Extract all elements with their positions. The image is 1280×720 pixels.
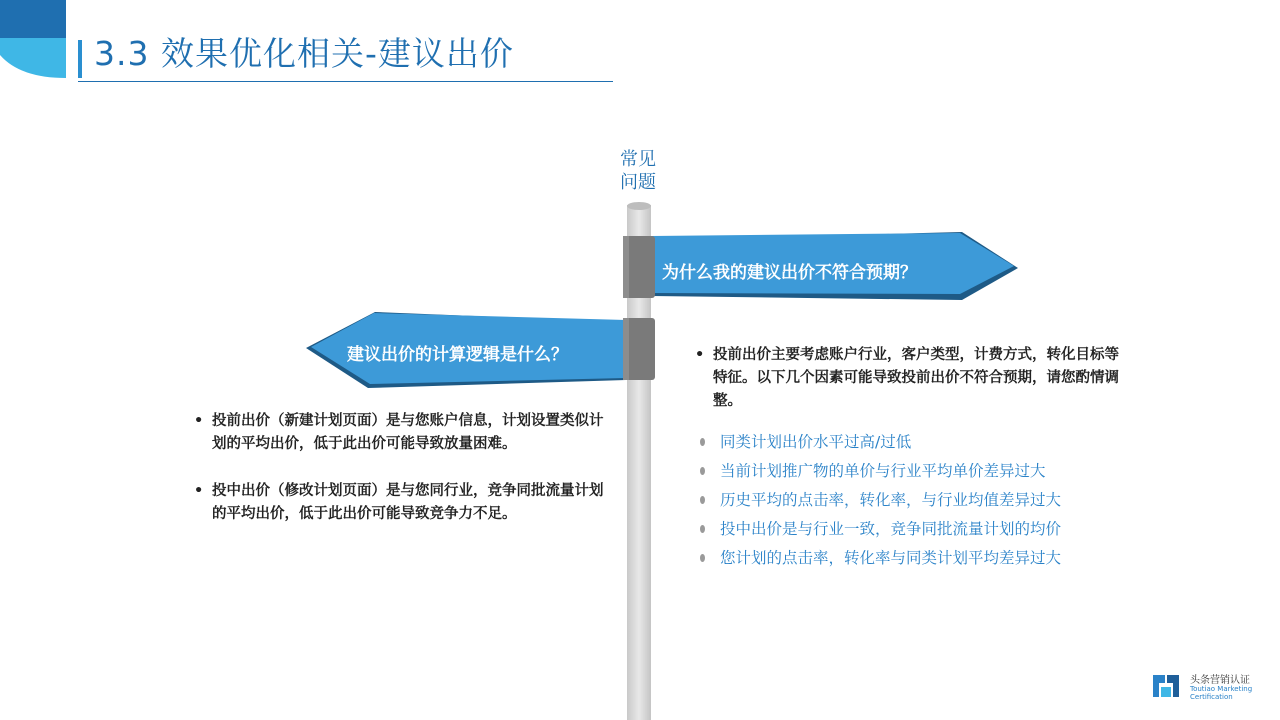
bullet-icon: • bbox=[194, 413, 204, 429]
bullet-text: 投前出价（新建计划页面）是与您账户信息，计划设置类似计划的平均出价，低于此出价可能导致放量困难。 bbox=[212, 413, 604, 452]
bullet-icon bbox=[700, 554, 705, 562]
logo-name-cn: 头条营销认证 bbox=[1190, 675, 1250, 686]
logo-icon bbox=[1151, 671, 1181, 701]
bullet-text: 投中出价（修改计划页面）是与您同行业，竞争同批流量计划的平均出价，低于此出价可能导致竞争力不足。 bbox=[212, 483, 604, 522]
factor-text: 您计划的点击率，转化率与同类计划平均差异过大 bbox=[720, 549, 1062, 567]
factor-list bbox=[700, 431, 1120, 576]
post-label-line2: 问题 bbox=[620, 172, 656, 193]
list-item bbox=[700, 489, 1120, 518]
intro-text: 投前出价主要考虑账户行业，客户类型，计费方式，转化目标等特征。以下几个因素可能导致投前出价不符合预期，请您酌情调整。 bbox=[713, 347, 1119, 409]
factor-text: 历史平均的点击率，转化率，与行业均值差异过大 bbox=[720, 491, 1062, 509]
left-bullet-list bbox=[194, 410, 614, 550]
factor-text: 同类计划出价水平过高/过低 bbox=[720, 433, 912, 451]
logo-name-en-line2: Certification bbox=[1190, 693, 1233, 701]
list-item bbox=[194, 480, 614, 526]
bullet-icon bbox=[700, 467, 705, 475]
bullet-icon: • bbox=[695, 347, 705, 363]
bullet-icon: • bbox=[194, 483, 204, 499]
list-item bbox=[700, 460, 1120, 489]
sign-bracket-lower bbox=[623, 318, 655, 380]
factor-text: 投中出价是与行业一致，竞争同批流量计划的均价 bbox=[720, 520, 1062, 538]
right-sign-label: 为什么我的建议出价不符合预期？ bbox=[662, 263, 917, 283]
sign-bracket-upper bbox=[623, 236, 655, 298]
factor-text: 当前计划推广物的单价与行业平均单价差异过大 bbox=[720, 462, 1046, 480]
left-sign-label: 建议出价的计算逻辑是什么？ bbox=[347, 345, 568, 365]
post-label bbox=[608, 148, 668, 194]
logo-name-en-line1: Toutiao Marketing bbox=[1190, 685, 1253, 693]
list-item bbox=[700, 431, 1120, 460]
list-item bbox=[700, 518, 1120, 547]
bullet-icon bbox=[700, 525, 705, 533]
bullet-icon bbox=[700, 438, 705, 446]
post-label-line1: 常见 bbox=[620, 149, 656, 170]
bullet-icon bbox=[700, 496, 705, 504]
right-intro-paragraph bbox=[695, 344, 1123, 413]
page-title: 3.3 效果优化相关-建议出价 bbox=[94, 34, 514, 73]
list-item bbox=[194, 410, 614, 456]
list-item bbox=[700, 547, 1120, 576]
logo-name-en bbox=[1190, 685, 1252, 701]
